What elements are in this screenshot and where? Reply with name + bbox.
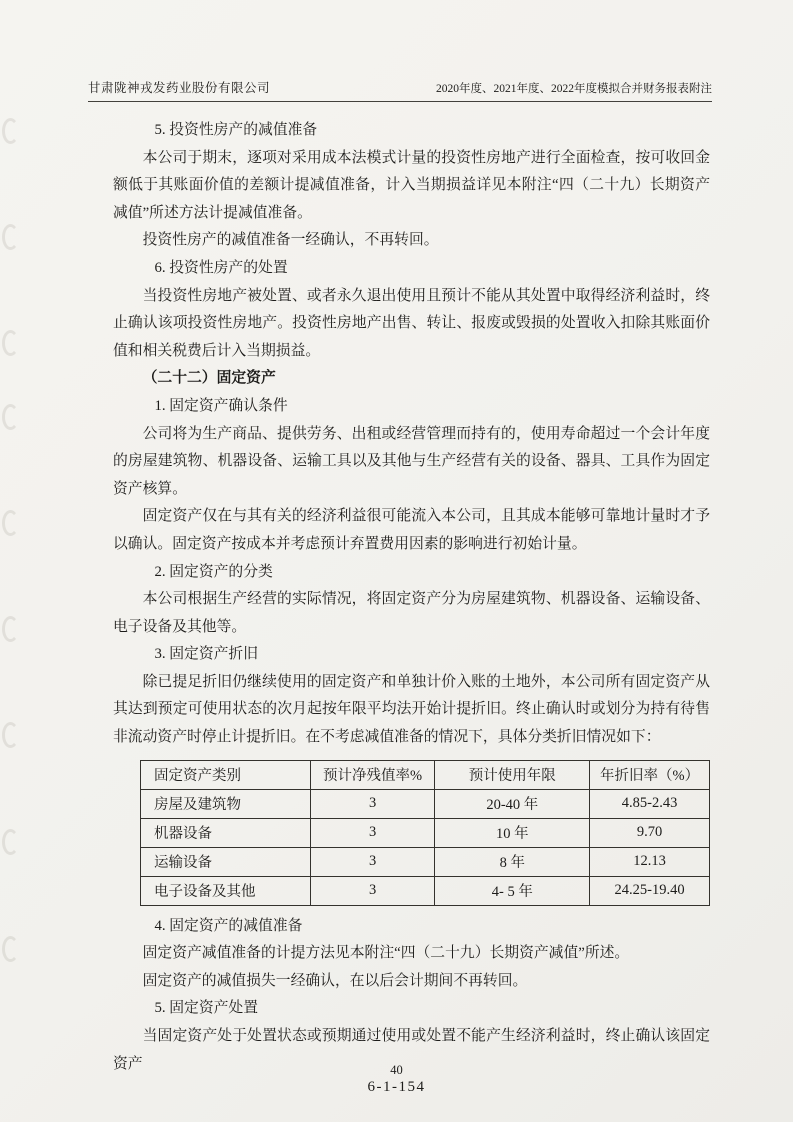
heading-investment-property-impairment: 5. 投资性房产的减值准备	[154, 122, 318, 138]
document-body	[113, 117, 710, 1078]
heading-fixed-asset-impairment: 4. 固定资产的减值准备	[154, 917, 303, 934]
para-initial-measurement: 固定资产仅在与其有关的经济利益很可能流入本公司，且其成本能够可靠地计量时才予以确认。固定资产按成本并考虑预计弃置费用因素的影响进行初始计量。	[113, 508, 710, 552]
heading-investment-property-disposal: 6. 投资性房产的处置	[154, 259, 288, 276]
page-header	[88, 0, 712, 102]
para-impairment-method: 本公司于期末，逐项对采用成本法模式计量的投资性房地产进行全面检查，按可收回金额低于其账面价值的差额计提减值准备，计入当期损益详见本附注“四（二十九）长期资产减值”所述方法计提减值准备。	[113, 149, 710, 221]
scan-artifact	[2, 330, 19, 356]
heading-classification: 2. 固定资产的分类	[154, 563, 273, 580]
scan-artifact	[2, 224, 19, 250]
page-number: 40	[390, 1063, 403, 1077]
scan-artifact	[2, 829, 19, 855]
para-impairment-loss-no-reversal: 固定资产的减值损失一经确认，在以后会计期间不再转回。	[142, 972, 528, 989]
heading-fixed-asset-disposal: 5. 固定资产处置	[154, 1000, 259, 1017]
cell-depreciation-rate: 4.85-2.43	[590, 789, 710, 818]
table-row-buildings	[141, 789, 710, 818]
report-title: 2020年度、2021年度、2022年度模拟合并财务报表附注	[436, 83, 712, 95]
heading-depreciation: 3. 固定资产折旧	[154, 646, 259, 663]
scan-artifact	[2, 616, 19, 642]
scan-artifact	[2, 404, 19, 430]
cell-asset-category: 运输设备	[141, 847, 311, 876]
cell-asset-category: 电子设备及其他	[141, 876, 311, 905]
cell-useful-life: 20-40 年	[435, 789, 590, 818]
para-classification-detail: 本公司根据生产经营的实际情况，将固定资产分为房屋建筑物、机器设备、运输设备、电子设备及其他等。	[113, 591, 710, 635]
cell-depreciation-rate: 24.25-19.40	[590, 876, 710, 905]
cell-useful-life: 10 年	[435, 818, 590, 847]
cell-useful-life: 8 年	[435, 847, 590, 876]
doc-code: 6-1-154	[367, 1079, 426, 1095]
section-heading-fixed-assets: （二十二）固定资产	[142, 370, 276, 387]
col-header-residual-rate: 预计净残值率%	[310, 760, 435, 789]
para-fixed-asset-impairment-method: 固定资产减值准备的计提方法见本附注“四（二十九）长期资产减值”所述。	[142, 945, 630, 962]
cell-residual-rate: 3	[310, 847, 435, 876]
cell-depreciation-rate: 12.13	[590, 847, 710, 876]
para-disposal-policy: 当投资性房地产被处置、或者永久退出使用且预计不能从其处置中取得经济利益时，终止确认该项投资性房地产。投资性房地产出售、转让、报废或毁损的处置收入扣除其账面价值和相关税费后计入当期损益。	[113, 287, 710, 359]
cell-residual-rate: 3	[310, 789, 435, 818]
scan-artifact	[2, 936, 19, 962]
heading-recognition-criteria: 1. 固定资产确认条件	[154, 397, 288, 414]
company-name: 甘肃陇神戎发药业股份有限公司	[88, 81, 271, 95]
para-impairment-no-reversal: 投资性房产的减值准备一经确认，不再转回。	[142, 232, 439, 249]
scan-artifact	[2, 118, 19, 144]
cell-useful-life: 4- 5 年	[435, 876, 590, 905]
col-header-useful-life: 预计使用年限	[435, 760, 590, 789]
para-depreciation-method: 除已提足折旧仍继续使用的固定资产和单独计价入账的土地外，本公司所有固定资产从其达到预定可使用状态的次月起按年限平均法开始计提折旧。终止确认时或划分为持有待售非流动资产时停止计提折旧。在不考虑减值准备的情况下，具体分类折旧情况如下：	[113, 673, 710, 746]
table-row-electronics	[141, 876, 710, 905]
table-row-machinery	[141, 818, 710, 847]
cell-asset-category: 房屋及建筑物	[141, 789, 311, 818]
page-footer	[0, 1063, 793, 1096]
scan-artifact	[2, 510, 19, 536]
cell-residual-rate: 3	[310, 876, 435, 905]
cell-asset-category: 机器设备	[141, 818, 311, 847]
col-header-depreciation-rate: 年折旧率（%）	[590, 760, 710, 789]
fixed-asset-depreciation-table	[140, 760, 710, 906]
table-header-row	[141, 760, 710, 789]
para-fixed-asset-disposal: 当固定资产处于处置状态或预期通过使用或处置不能产生经济利益时，终止确认该固定资产	[113, 1028, 710, 1072]
para-recognition-scope: 公司将为生产商品、提供劳务、出租或经营管理而持有的，使用寿命超过一个会计年度的房屋建筑物、机器设备、运输工具以及其他与生产经营有关的设备、器具、工具作为固定资产核算。	[113, 425, 710, 497]
table-row-transport	[141, 847, 710, 876]
cell-depreciation-rate: 9.70	[590, 818, 710, 847]
cell-residual-rate: 3	[310, 818, 435, 847]
col-header-asset-category: 固定资产类别	[141, 760, 311, 789]
scan-artifact	[2, 722, 19, 748]
